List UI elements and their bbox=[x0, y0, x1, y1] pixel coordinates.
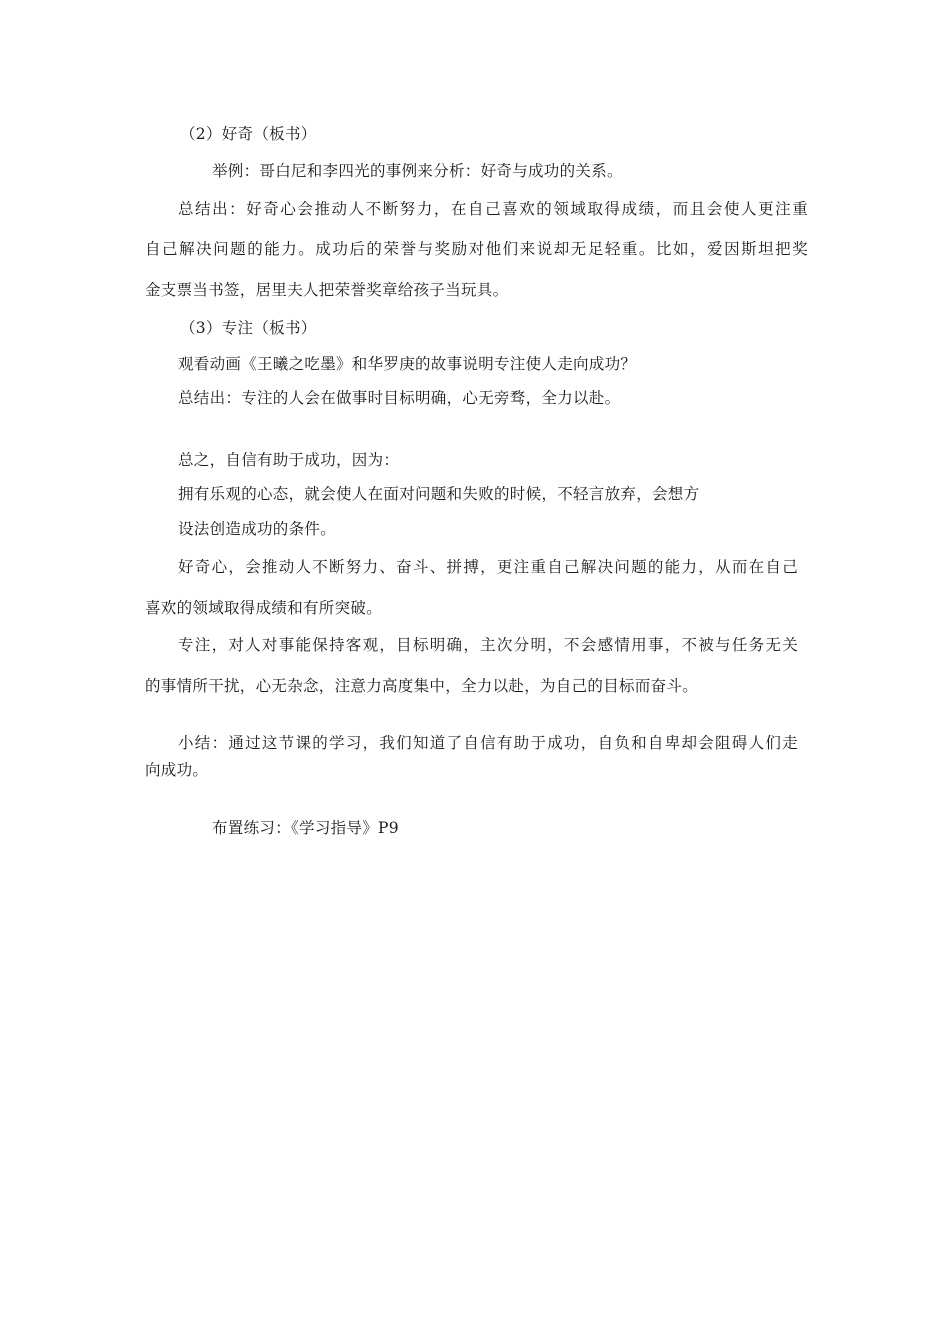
conclusion-focus-line-1: 专注，对人对事能保持客观，目标明确，主次分明，不会感情用事，不被与任务无关 bbox=[178, 636, 798, 654]
focus-summary: 总结出：专注的人会在做事时目标明确，心无旁骛，全力以赴。 bbox=[178, 389, 621, 407]
lesson-summary-line-2: 向成功。 bbox=[145, 761, 209, 779]
lesson-summary-line-1: 小结：通过这节课的学习，我们知道了自信有助于成功，自负和自卑却会阻碍人们走 bbox=[178, 734, 798, 752]
conclusion-optimism-line-2: 设法创造成功的条件。 bbox=[178, 520, 337, 538]
curiosity-summary-line-1: 总结出：好奇心会推动人不断努力，在自己喜欢的领域取得成绩，而且会使人更注重 bbox=[178, 200, 808, 218]
section-heading-focus: （3）专注（板书） bbox=[180, 319, 317, 337]
homework-assignment: 布置练习：《学习指导》P9 bbox=[212, 819, 399, 837]
conclusion-intro: 总之，自信有助于成功，因为： bbox=[178, 451, 400, 469]
curiosity-example: 举例：哥白尼和李四光的事例来分析：好奇与成功的关系。 bbox=[212, 162, 623, 180]
conclusion-optimism-line-1: 拥有乐观的心态，就会使人在面对问题和失败的时候，不轻言放弃，会想方 bbox=[178, 485, 700, 503]
conclusion-curiosity-line-1: 好奇心，会推动人不断努力、奋斗、拼搏，更注重自己解决问题的能力，从而在自己 bbox=[178, 558, 798, 576]
curiosity-summary-line-3: 金支票当书签，居里夫人把荣誉奖章给孩子当玩具。 bbox=[145, 281, 509, 299]
section-heading-curiosity: （2）好奇（板书） bbox=[180, 125, 317, 143]
curiosity-summary-line-2: 自己解决问题的能力。成功后的荣誉与奖励对他们来说却无足轻重。比如，爱因斯坦把奖 bbox=[145, 240, 808, 258]
conclusion-curiosity-line-2: 喜欢的领域取得成绩和有所突破。 bbox=[145, 599, 383, 617]
focus-question: 观看动画《王曦之吃墨》和华罗庚的故事说明专注使人走向成功？ bbox=[178, 355, 637, 373]
conclusion-focus-line-2: 的事情所干扰，心无杂念，注意力高度集中，全力以赴，为自己的目标而奋斗。 bbox=[145, 677, 699, 695]
